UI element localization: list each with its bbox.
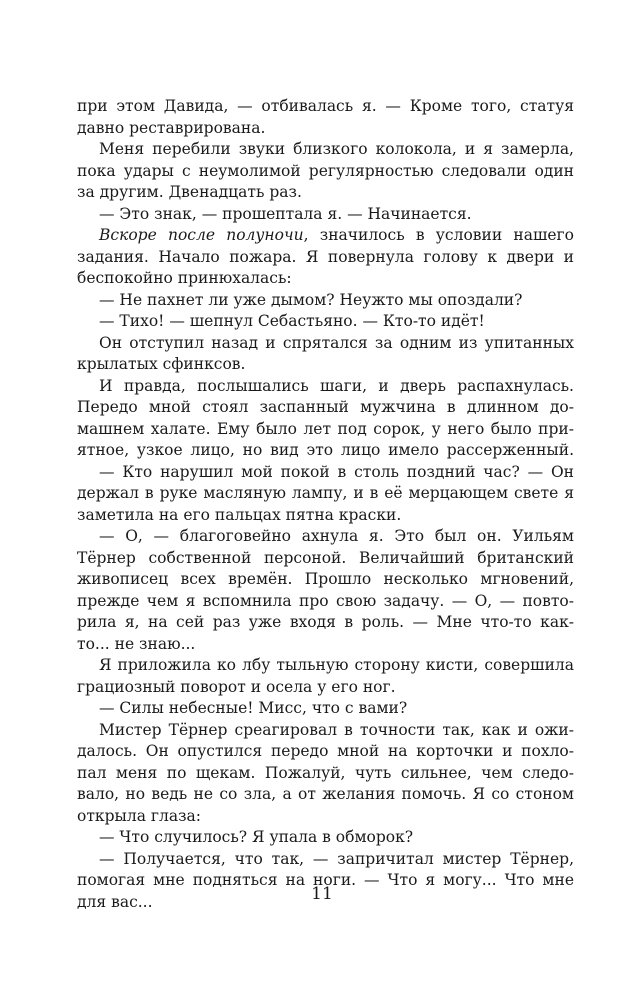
text-line: — Кто нарушил мой покой в столь поздний час? — Он	[99, 462, 574, 481]
text-line: держал в руке масляную лампу, и в её мерцающем свете я	[77, 484, 574, 502]
text-line-italic-start	[77, 225, 574, 247]
text-line: — Тихо! — шепнул Себастьяно. — Кто-то идёт!	[99, 312, 485, 330]
text-line: помогая мне подняться на ноги. — Что я могу... Что мне	[77, 871, 574, 889]
text-line: Меня перебили звуки близкого колокола, и я замерла,	[99, 140, 574, 158]
text-line: — Это знак, — прошептала я. — Начинается.	[99, 204, 472, 223]
text-line: за другим. Двенадцать раз.	[77, 183, 302, 201]
text-line: далось. Он опустился передо мной на корточки и похло-	[77, 742, 574, 760]
text-line: давно реставрирована.	[77, 118, 266, 137]
text-line: вало, но ведь не со зла, а от желания помочь. Я со стоном	[77, 785, 574, 803]
text-line: пал меня по щекам. Пожалуй, чуть сильнее, чем следо-	[77, 763, 574, 782]
text-line: — Получается, что так, — запричитал мистер Тёрнер,	[99, 849, 574, 868]
text-line: открыла глаза:	[77, 806, 201, 825]
text-line: машнем халате. Ему было лет под сорок, у него было при-	[77, 419, 574, 438]
text-line: Мистер Тёрнер среагировал в точности так, как и ожи-	[99, 720, 574, 739]
text-line: Передо мной стоял заспанный мужчина в длинном до-	[77, 398, 574, 416]
text-line-rest: значилось в условии нашего	[319, 226, 574, 244]
text-line: — О, — благоговейно ахнула я. Это был он. Уильям	[99, 527, 574, 545]
italic-comma: ,	[303, 226, 309, 244]
text-line: Я приложила ко лбу тыльную сторону кисти, совершила	[99, 656, 574, 674]
text-line: беспокойно принюхалась:	[77, 269, 292, 287]
text-line: заметила на его пальцах пятна краски.	[77, 505, 402, 524]
text-line: Тёрнер собственной персоной. Величайший британский	[77, 548, 574, 567]
text-line: — Силы небесные! Мисс, что с вами?	[99, 699, 408, 717]
text-line: то... не знаю...	[77, 634, 196, 653]
text-line: пока удары с неумолимой регулярностью следовали один	[77, 161, 574, 180]
text-line: для вас...	[77, 892, 153, 911]
text-line: прежде чем я вспомнила про свою задачу. — О, — повто-	[77, 591, 574, 610]
text-line: — Что случилось? Я упала в обморок?	[99, 828, 414, 846]
text-line: при этом Давида, — отбивалась я. — Кроме того, статуя	[77, 97, 574, 115]
italic-phrase: Вскоре после полуночи	[99, 226, 304, 244]
text-line: И правда, послышались шаги, и дверь распахнулась.	[99, 376, 574, 395]
text-line: Он отступил назад и спрятался за одним из упитанных	[99, 333, 574, 352]
text-line: живописец всех времён. Прошло несколько мгновений,	[77, 570, 574, 588]
body-text	[77, 96, 574, 913]
page-number: 11	[311, 884, 333, 904]
text-line: задания. Начало пожара. Я повернула голову к двери и	[77, 247, 574, 266]
text-line: грациозный поворот и осела у его ног.	[77, 677, 396, 696]
text-line: рила я, на сей раз уже входя в роль. — Мне что-то как-	[77, 613, 574, 631]
text-line: ятное, узкое лицо, но вид это лицо имело рассерженный.	[77, 441, 574, 459]
text-line: крылатых сфинксов.	[77, 355, 246, 373]
text-line: — Не пахнет ли уже дымом? Неужто мы опоздали?	[99, 290, 523, 309]
